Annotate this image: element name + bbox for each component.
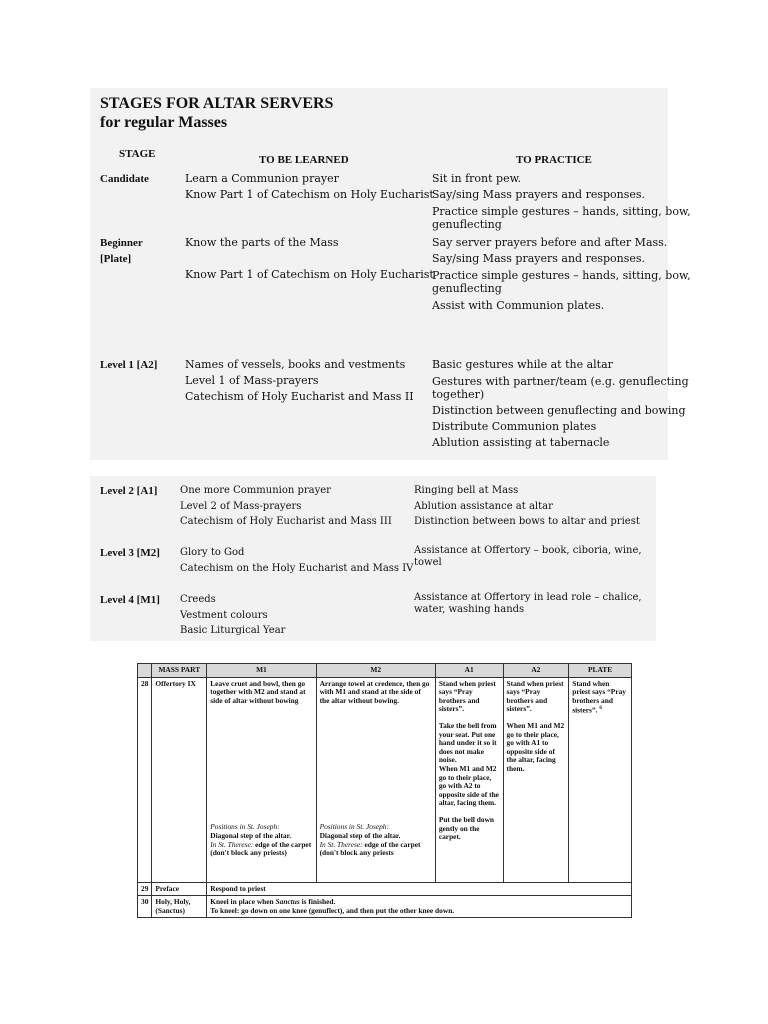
instruction-cell (207, 896, 632, 918)
learn-item: Names of vessels, books and vestments (185, 358, 406, 371)
header-to-practice: TO PRACTICE (516, 154, 592, 166)
learn-item: One more Communion prayer (180, 485, 331, 496)
practice-list (432, 357, 689, 451)
plate-instruction: Stand when priest says “Pray brothers and sisters”. (572, 678, 626, 715)
practice-item: Say/sing Mass prayers and responses. (432, 188, 646, 201)
footnote-marker: 6 (599, 706, 602, 712)
position-label: In St. Therese: (210, 839, 254, 849)
a1-instruction: Stand when priest says “Pray brothers and sisters”. (438, 678, 496, 714)
practice-item: Distribute Communion plates (432, 420, 597, 433)
position-label: In St. Therese: (319, 839, 363, 849)
learn-item: Level 2 of Mass-prayers (180, 500, 302, 512)
practice-item: Ablution assistance at altar (414, 500, 553, 512)
learn-item: Vestment colours (180, 609, 268, 621)
stage-name: Candidate (100, 173, 149, 185)
learn-list (180, 592, 285, 639)
table-row (138, 882, 632, 896)
learn-list (185, 171, 434, 203)
instruction-text: To kneel: go down on one knee (genuflect), and then put the other knee down. (210, 905, 455, 915)
table-header-cell: M2 (316, 664, 435, 678)
learn-item: Level 1 of Mass-prayers (185, 374, 319, 387)
practice-item: Gestures with partner/team (e.g. genuflecting (432, 375, 689, 388)
practice-item: water, washing hands (414, 604, 525, 615)
table-header-cell: A1 (435, 664, 503, 678)
position-text: Diagonal step of the altar. (319, 830, 401, 840)
stage-name: Level 3 [M2] (100, 547, 160, 559)
page-title: STAGES FOR ALTAR SERVERS (100, 95, 334, 112)
table-row (138, 896, 632, 918)
table-header-cell: PLATE (569, 664, 632, 678)
learn-item: Catechism of Holy Eucharist and Mass II (185, 390, 414, 403)
practice-item: Assistance at Offertory – book, ciboria, wine, (414, 545, 642, 556)
table-header-cell: A2 (503, 664, 569, 678)
mass-part-cell: Preface (152, 882, 207, 896)
stage-name: Beginner (100, 237, 143, 249)
instruction-text-emphasis: Sanctus (275, 897, 300, 907)
practice-item: Ringing bell at Mass (414, 485, 519, 496)
instruction-text: is finished. (299, 897, 336, 907)
learn-item: Glory to God (180, 547, 245, 558)
practice-list (414, 592, 642, 616)
a1-cell (435, 677, 503, 882)
practice-item: Basic gestures while at the altar (432, 358, 613, 371)
stage-name: Level 2 [A1] (100, 485, 158, 497)
mass-part-table (137, 663, 632, 918)
position-text: edge of the carpet (don't block any priests) (210, 839, 312, 858)
practice-list (414, 483, 640, 530)
learn-item: Catechism of Holy Eucharist and Mass III (180, 516, 392, 527)
table-header-cell: MASS PART (152, 664, 207, 678)
practice-list (432, 171, 691, 231)
learn-item: Know Part 1 of Catechism on Holy Eucharist (185, 188, 434, 201)
practice-item: together) (432, 388, 485, 401)
practice-item: Ablution assisting at tabernacle (432, 436, 610, 449)
stage-name-sub: [Plate] (100, 253, 132, 265)
practice-item: Say server prayers before and after Mass. (432, 236, 668, 249)
learn-item: Catechism on the Holy Eucharist and Mass IV (180, 562, 414, 574)
learn-list (185, 357, 414, 405)
learn-list (180, 483, 392, 530)
a1-instruction: Put the bell down gently on the carpet. (438, 814, 495, 842)
position-text: edge of the carpet (don't block any priests (319, 839, 421, 858)
practice-item: towel (414, 557, 442, 568)
practice-item: genuflecting (432, 218, 502, 231)
table-header-cell: M1 (207, 664, 316, 678)
practice-list (432, 235, 691, 314)
m2-cell (316, 677, 435, 882)
m1-cell (207, 677, 316, 882)
mass-part-cell: Holy, Holy, (Sanctus) (152, 896, 207, 918)
practice-item: Distinction between bows to altar and priest (414, 516, 640, 527)
learn-item: Know Part 1 of Catechism on Holy Eucharist (185, 268, 434, 281)
position-text: Diagonal step of the altar. (210, 830, 292, 840)
stage-name: Level 4 [M1] (100, 594, 160, 606)
instruction-cell: Respond to priest (207, 882, 632, 896)
plate-cell (569, 677, 632, 882)
row-number: 29 (138, 882, 152, 896)
table-header-cell (138, 664, 152, 678)
row-number: 30 (138, 896, 152, 918)
position-label: Positions in St. Joseph: (210, 822, 280, 832)
practice-item: Assist with Communion plates. (432, 299, 605, 312)
practice-item: Distinction between genuflecting and bowing (432, 404, 686, 417)
position-label: Positions in St. Joseph: (319, 822, 389, 832)
m2-instruction: Arrange towel at credence, then go with M1 and stand at the side of the altar without bowing. (319, 678, 430, 705)
a2-cell (503, 677, 569, 882)
learn-item: Basic Liturgical Year (180, 625, 286, 636)
page-subtitle: for regular Masses (100, 114, 228, 131)
learn-list (185, 235, 434, 283)
row-number: 28 (138, 677, 152, 882)
practice-item: Practice simple gestures – hands, sitting, bow, (432, 269, 691, 282)
learn-item: Creeds (180, 594, 216, 605)
m1-instruction: Leave cruet and bowl, then go together with M2 and stand at side of altar without bowing (210, 678, 306, 705)
practice-item: Practice simple gestures – hands, sitting, bow, (432, 205, 691, 218)
learn-list (180, 545, 413, 576)
a2-instruction: When M1 and M2 go to their place, go with A1 to opposite side of the altar, facing them. (506, 720, 565, 773)
mass-part-cell: Offertory IX (152, 677, 207, 882)
a1-instruction: Take the bell from your seat. Put one hand under it so it does not make noise. (438, 720, 497, 765)
header-stage: STAGE (119, 148, 156, 160)
practice-list (414, 545, 642, 569)
practice-item: Sit in front pew. (432, 172, 522, 185)
instruction-text: Kneel in place when (210, 897, 276, 907)
practice-item: genuflecting (432, 282, 502, 295)
practice-item: Assistance at Offertory in lead role – chalice, (414, 592, 642, 603)
table-row (138, 677, 632, 882)
a2-instruction: Stand when priest says “Pray brothers and sisters”. (506, 678, 564, 714)
stage-name: Level 1 [A2] (100, 359, 158, 371)
learn-item: Know the parts of the Mass (185, 236, 339, 249)
header-to-be-learned: TO BE LEARNED (259, 154, 349, 166)
a1-instruction: When M1 and M2 go to their place, go with A2 to opposite side of the altar, facing them. (438, 763, 499, 808)
learn-item: Learn a Communion prayer (185, 172, 339, 185)
practice-item: Say/sing Mass prayers and responses. (432, 252, 646, 265)
table-header-row (138, 664, 632, 678)
